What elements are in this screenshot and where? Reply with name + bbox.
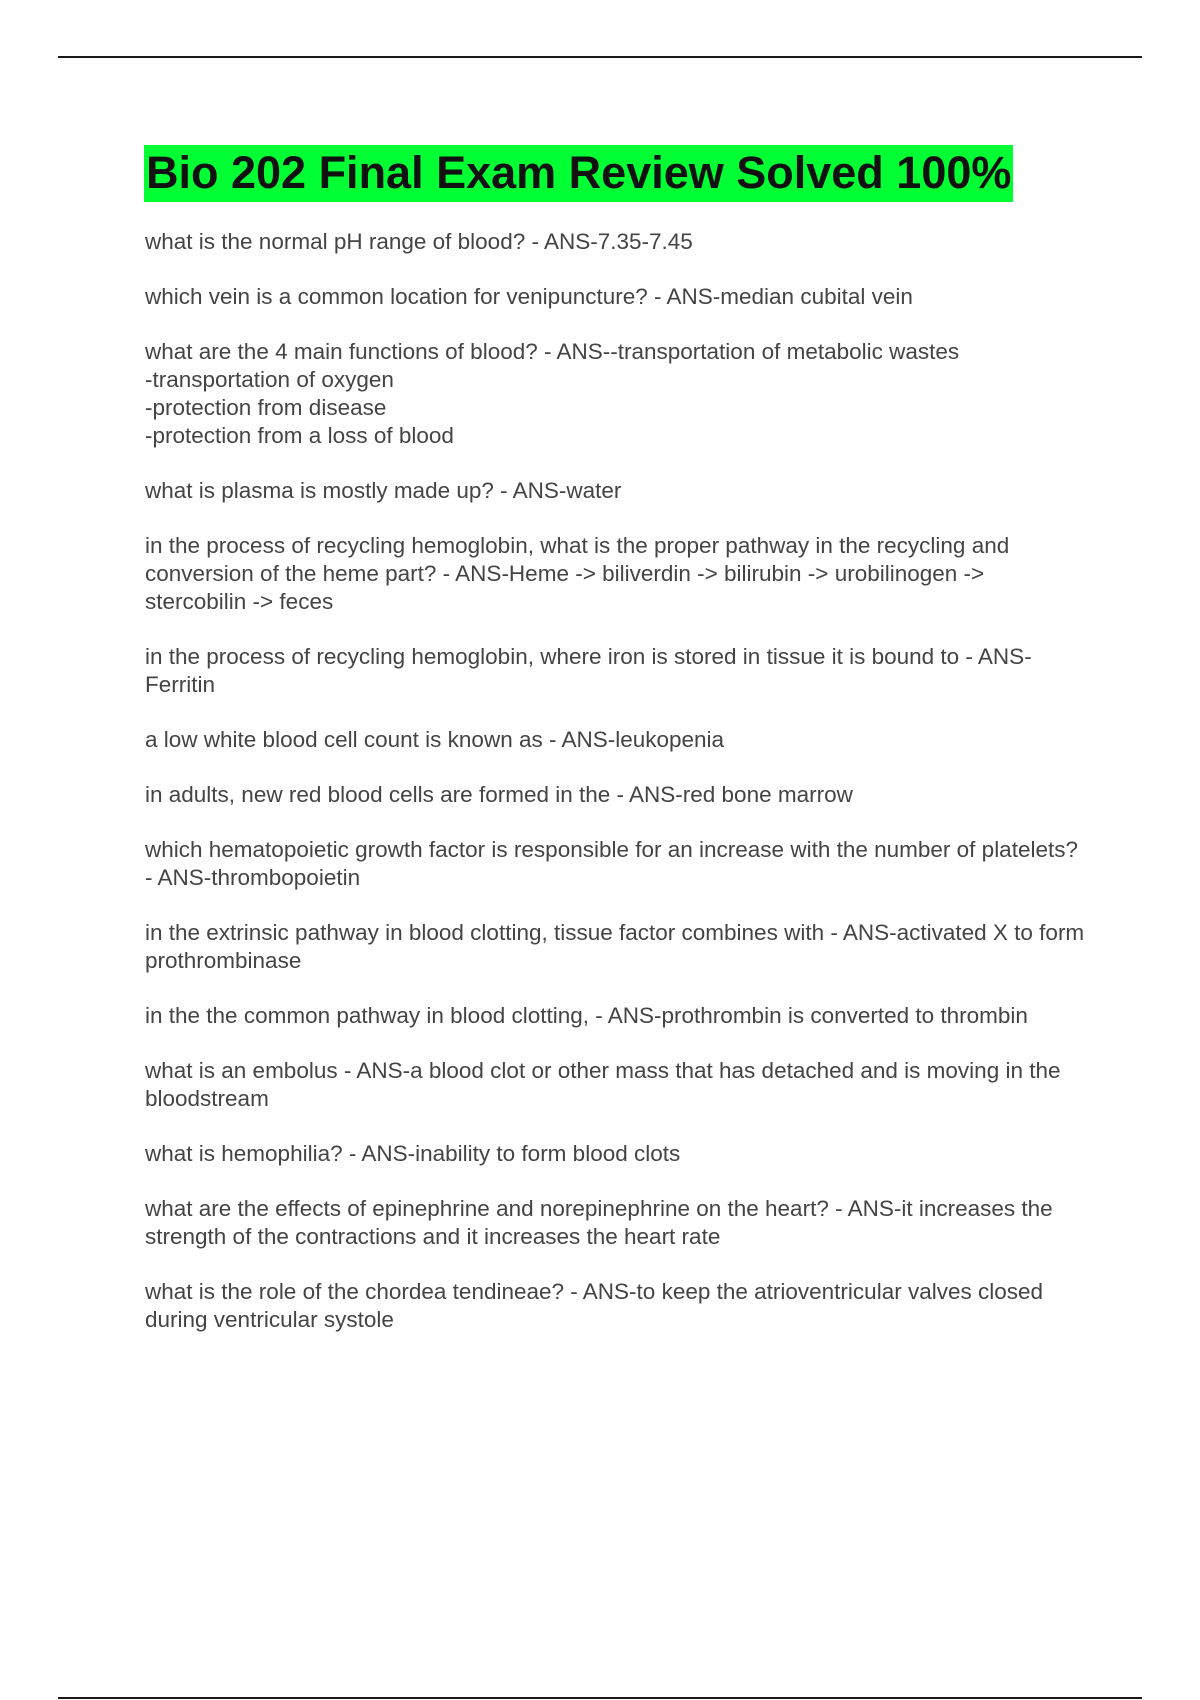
qa-item: what is the normal pH range of blood? - ANS-7.35-7.45 — [145, 229, 693, 254]
qa-list — [145, 228, 1085, 1334]
qa-item: what are the effects of epinephrine and norepinephrine on the heart? - ANS-it increases the strength of the contractions and it increases the heart rate — [145, 1196, 1053, 1249]
qa-item: what is hemophilia? - ANS-inability to form blood clots — [145, 1141, 681, 1166]
qa-item: which hematopoietic growth factor is responsible for an increase with the number of platelets? - ANS-thrombopoietin — [145, 837, 1078, 890]
bottom-rule — [58, 1697, 1142, 1699]
qa-item: in the the common pathway in blood clotting, - ANS-prothrombin is converted to thrombin — [145, 1003, 1028, 1028]
qa-item: a low white blood cell count is known as - ANS-leukopenia — [145, 727, 725, 752]
qa-item: in the extrinsic pathway in blood clotting, tissue factor combines with - ANS-activated X to form prothrombinase — [145, 920, 1085, 973]
document-title: Bio 202 Final Exam Review Solved 100% — [146, 147, 1012, 198]
qa-item: in adults, new red blood cells are formed in the - ANS-red bone marrow — [145, 782, 853, 807]
qa-item: what is an embolus - ANS-a blood clot or other mass that has detached and is moving in the bloodstream — [145, 1058, 1061, 1111]
qa-item: in the process of recycling hemoglobin, what is the proper pathway in the recycling and conversion of the heme part? - ANS-Heme -> biliverdin -> bilirubin -> urobilinogen -> stercobilin -> feces — [145, 533, 1010, 614]
document-body — [145, 145, 1085, 1361]
qa-item: which vein is a common location for venipuncture? - ANS-median cubital vein — [145, 284, 913, 309]
qa-item: what are the 4 main functions of blood? - ANS--transportation of metabolic wastes -transportation of oxygen -protection from disease -protection from a loss of blood — [145, 339, 960, 448]
title-highlight — [144, 145, 1013, 202]
qa-item: in the process of recycling hemoglobin, where iron is stored in tissue it is bound to - ANS-Ferritin — [145, 644, 1032, 697]
top-rule — [58, 56, 1142, 58]
qa-item: what is plasma is mostly made up? - ANS-water — [145, 478, 622, 503]
qa-item: what is the role of the chordea tendineae? - ANS-to keep the atrioventricular valves closed during ventricular systole — [145, 1279, 1044, 1332]
